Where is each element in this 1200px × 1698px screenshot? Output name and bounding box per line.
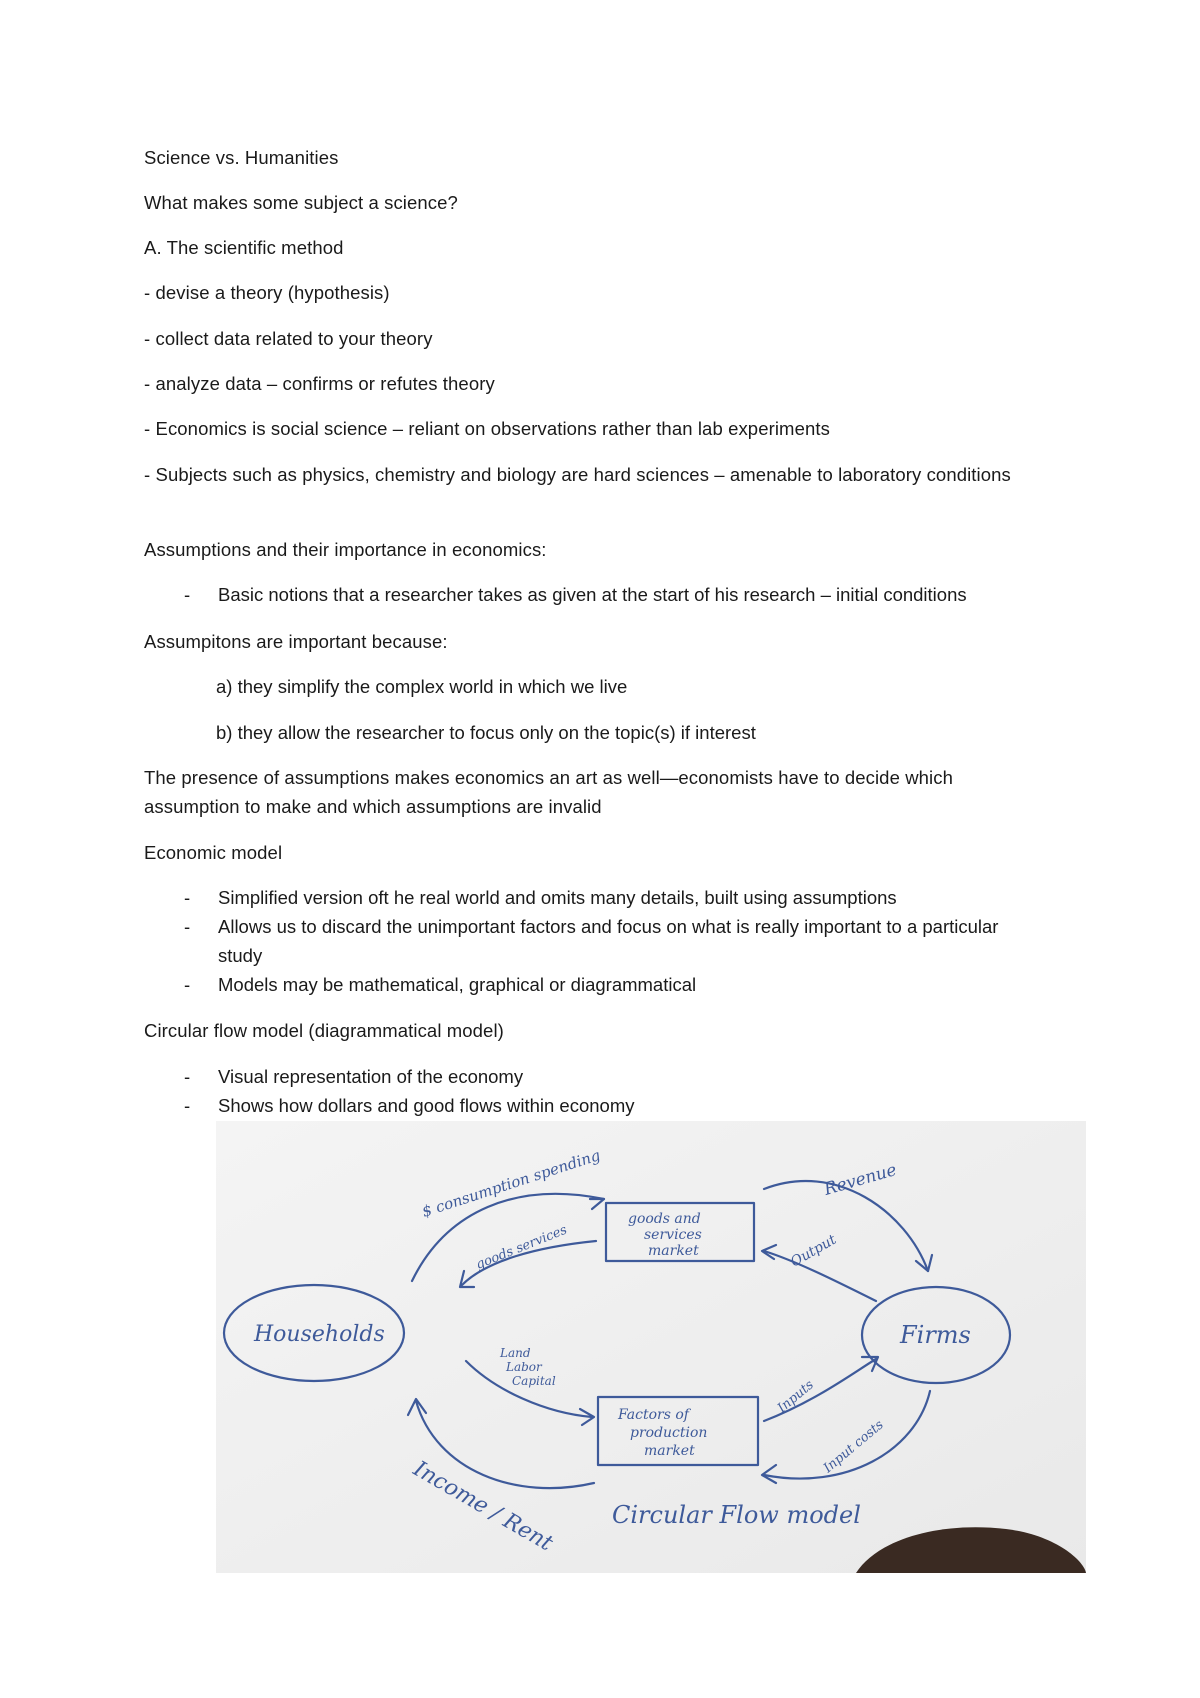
circular-heading: Circular flow model (diagrammatical model) [144,1020,504,1041]
bullet-dash: - [184,584,191,605]
assumptions-important: Assumpitons are important because: [144,631,448,652]
model-heading: Economic model [144,842,283,863]
method-step: - Economics is social science – reliant on observations rather than lab experiments [144,418,830,439]
bullet-dash: - [184,974,191,995]
inputs-label: Inputs [774,1377,817,1417]
bullet-text: Visual representation of the economy [218,1066,524,1087]
factor-market-label: Factors of [618,1407,689,1423]
method-step: - analyze data – confirms or refutes theory [144,373,495,394]
revenue-label: Revenue [821,1160,899,1200]
circular-flow-photo [216,1121,1086,1573]
method-step: - collect data related to your theory [144,328,433,349]
bullet-dash: - [184,1066,191,1087]
output-label: Output [788,1231,840,1271]
households-label: Households [254,1322,385,1347]
method-step: - devise a theory (hypothesis) [144,282,390,303]
doc-question: What makes some subject a science? [144,192,458,213]
goods-market-label: services [644,1227,702,1243]
method-step: - Subjects such as physics, chemistry and biology are hard sciences – amenable to laboratory conditions [144,464,1011,485]
reason-b: b) they allow the researcher to focus only on the topic(s) if interest [216,722,756,743]
goods-market-label: goods and [628,1211,701,1227]
bullet-dash: - [184,916,191,937]
bullet-text: Simplified version oft he real world and omits many details, built using assumptions [218,887,897,908]
bullet-text: Shows how dollars and good flows within economy [218,1095,635,1116]
bullet-text: Allows us to discard the unimportant factors and focus on what is really important to a particular study [218,916,999,966]
input-costs-label: Input costs [820,1417,887,1477]
goods-market-label: market [648,1243,699,1259]
doc-title: Science vs. Humanities [144,147,339,168]
circular-flow-diagram [216,1121,1086,1573]
diagram-caption: Circular Flow model [612,1501,861,1529]
factor-market-label: production [630,1425,708,1441]
land-labor-label: Land [500,1346,531,1360]
income-label: Income / Rent [409,1456,557,1557]
bullet-text: Models may be mathematical, graphical or diagrammatical [218,974,697,995]
consumption-label: $ consumption spending [419,1146,603,1221]
land-labor-label: Labor [506,1360,542,1374]
bullet-text: Basic notions that a researcher takes as given at the start of his research – initial conditions [218,584,967,605]
bullet-dash: - [184,1095,191,1116]
bullet-dash: - [184,887,191,908]
art-paragraph: The presence of assumptions makes economics an art as well—economists have to decide which assumption to make and which assumptions are invalid [144,767,953,817]
method-heading: A. The scientific method [144,237,344,258]
factor-market-label: market [644,1443,695,1459]
goods-services-label: goods services [473,1222,570,1273]
assumptions-heading: Assumptions and their importance in economics: [144,539,547,560]
firms-label: Firms [900,1321,971,1349]
land-labor-label: Capital [512,1374,556,1388]
reason-a: a) they simplify the complex world in which we live [216,676,628,697]
